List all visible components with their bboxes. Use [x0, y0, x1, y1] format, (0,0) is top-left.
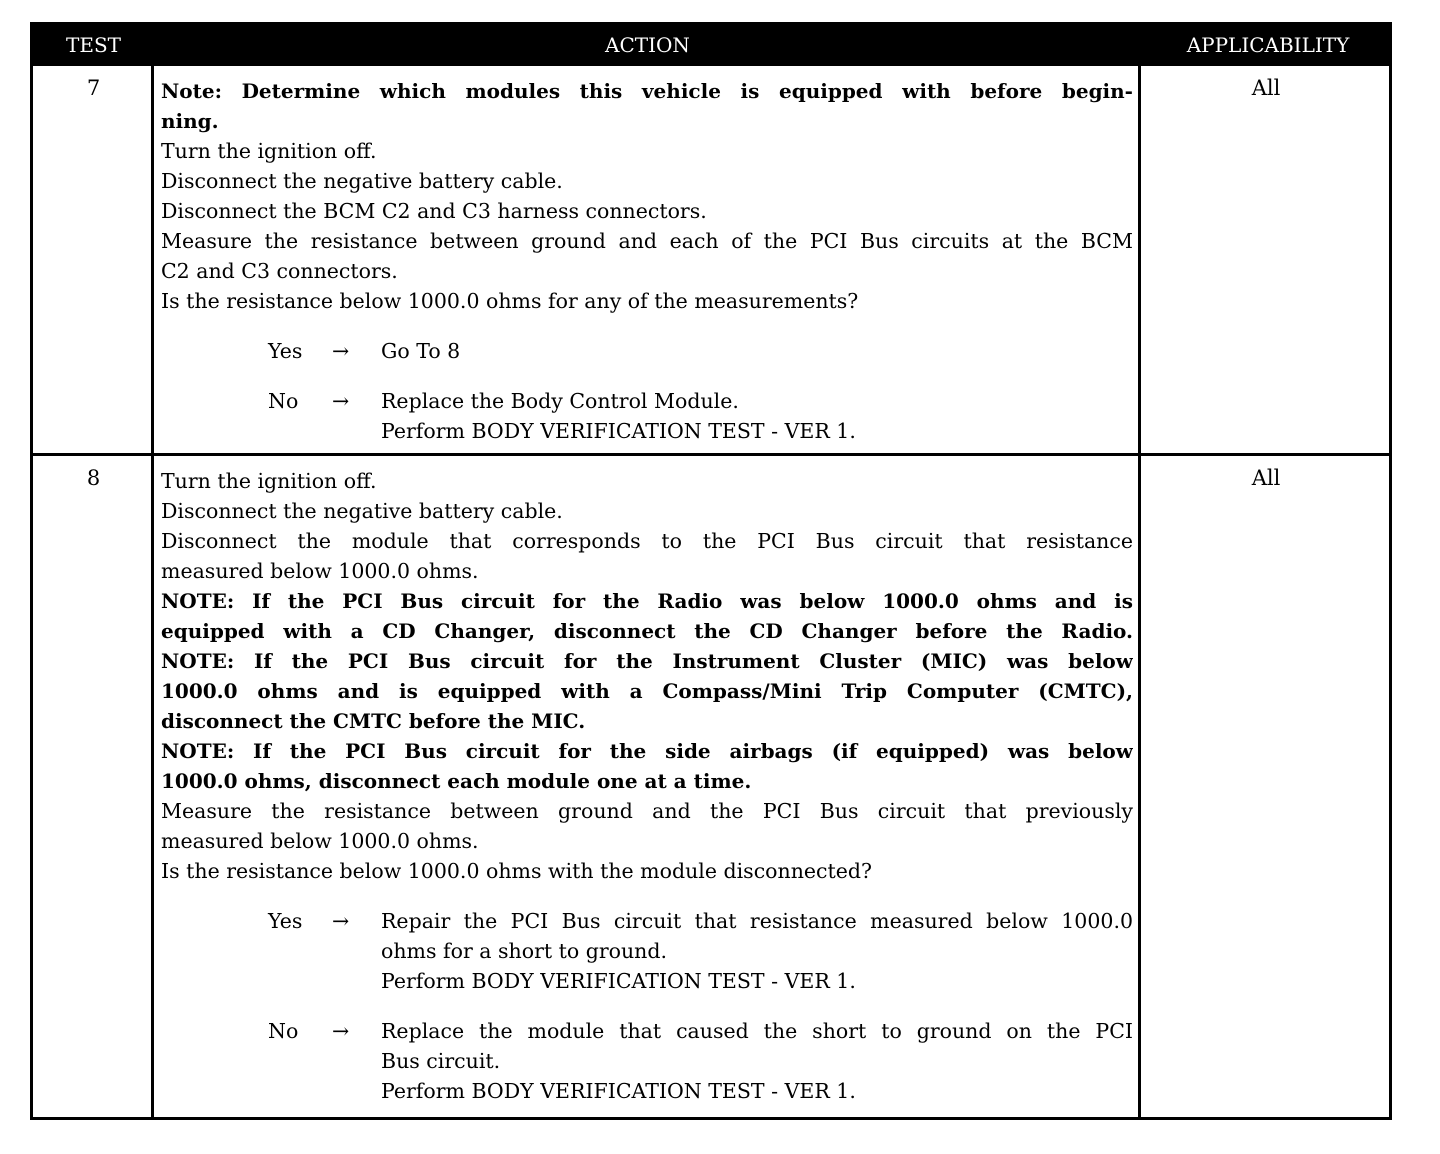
action-line: Disconnect the negative battery cable. — [161, 499, 563, 523]
action-line: 1000.0 ohms, disconnect each module one at a time. — [161, 769, 752, 793]
no-label: No — [268, 389, 299, 413]
action-line: Is the resistance below 1000.0 ohms for any of the measurements? — [161, 289, 859, 313]
action-line: Measure the resistance between ground and each of the PCI Bus circuits at the BCM — [161, 229, 1133, 253]
action-line: 1000.0 ohms and is equipped with a Compass/Mini Trip Computer (CMTC), — [161, 679, 1133, 703]
yes-label: Yes — [268, 909, 303, 933]
no-outcome — [161, 1016, 1133, 1106]
applicability: All — [1251, 76, 1281, 100]
arrow-right-icon: → — [332, 339, 350, 363]
action-line: Disconnect the negative battery cable. — [161, 169, 563, 193]
action-line: NOTE: If the PCI Bus circuit for the side airbags (if equipped) was below — [161, 739, 1133, 763]
yes-result-line: Go To 8 — [381, 339, 461, 363]
header-test: TEST — [66, 33, 121, 57]
yes-outcome — [161, 906, 1133, 996]
no-label: No — [268, 1019, 299, 1043]
no-result-line: Replace the module that caused the short to ground on the PCI — [381, 1019, 1133, 1043]
yes-result-line: Repair the PCI Bus circuit that resistance measured below 1000.0 — [381, 909, 1133, 933]
table-row-test-8 — [33, 453, 1389, 1123]
action-line: Measure the resistance between ground and the PCI Bus circuit that previously — [161, 799, 1133, 823]
action-line: C2 and C3 connectors. — [161, 259, 398, 283]
action-line: Turn the ignition off. — [161, 139, 377, 163]
applicability: All — [1251, 466, 1281, 490]
action-line: measured below 1000.0 ohms. — [161, 829, 479, 853]
action-line: Is the resistance below 1000.0 ohms with the module disconnected? — [161, 859, 873, 883]
action-line: NOTE: If the PCI Bus circuit for the Radio was below 1000.0 ohms and is — [161, 589, 1133, 613]
action-line: measured below 1000.0 ohms. — [161, 559, 479, 583]
arrow-right-icon: → — [332, 1019, 350, 1043]
yes-result-line: Perform BODY VERIFICATION TEST - VER 1. — [381, 969, 856, 993]
yes-result-line: ohms for a short to ground. — [381, 939, 668, 963]
arrow-right-icon: → — [332, 909, 350, 933]
no-result-line: Perform BODY VERIFICATION TEST - VER 1. — [381, 1079, 856, 1103]
action-line: equipped with a CD Changer, disconnect the CD Changer before the Radio. — [161, 619, 1133, 643]
action-text — [161, 466, 1133, 1106]
no-outcome — [161, 386, 1133, 446]
action-line: Note: Determine which modules this vehicle is equipped with before begin- — [161, 79, 1133, 103]
action-line: disconnect the CMTC before the MIC. — [161, 709, 586, 733]
header-applicability: APPLICABILITY — [1186, 33, 1350, 57]
action-line: Disconnect the BCM C2 and C3 harness connectors. — [161, 199, 707, 223]
no-result-line: Replace the Body Control Module. — [381, 389, 739, 413]
table-row-test-7 — [33, 63, 1389, 455]
test-number: 7 — [86, 76, 101, 100]
test-number: 8 — [86, 466, 101, 490]
action-text — [161, 76, 1133, 446]
action-line: Turn the ignition off. — [161, 469, 377, 493]
action-line: Disconnect the module that corresponds to the PCI Bus circuit that resistance — [161, 529, 1133, 553]
yes-outcome — [161, 336, 1133, 366]
diagnostic-table — [30, 22, 1392, 1120]
arrow-right-icon: → — [332, 389, 350, 413]
yes-label: Yes — [268, 339, 303, 363]
header-action: ACTION — [605, 33, 690, 57]
no-result-line: Bus circuit. — [381, 1049, 501, 1073]
no-result-line: Perform BODY VERIFICATION TEST - VER 1. — [381, 419, 856, 443]
action-line: NOTE: If the PCI Bus circuit for the Instrument Cluster (MIC) was below — [161, 649, 1133, 673]
action-line: ning. — [161, 109, 219, 133]
table-header — [33, 25, 1389, 66]
